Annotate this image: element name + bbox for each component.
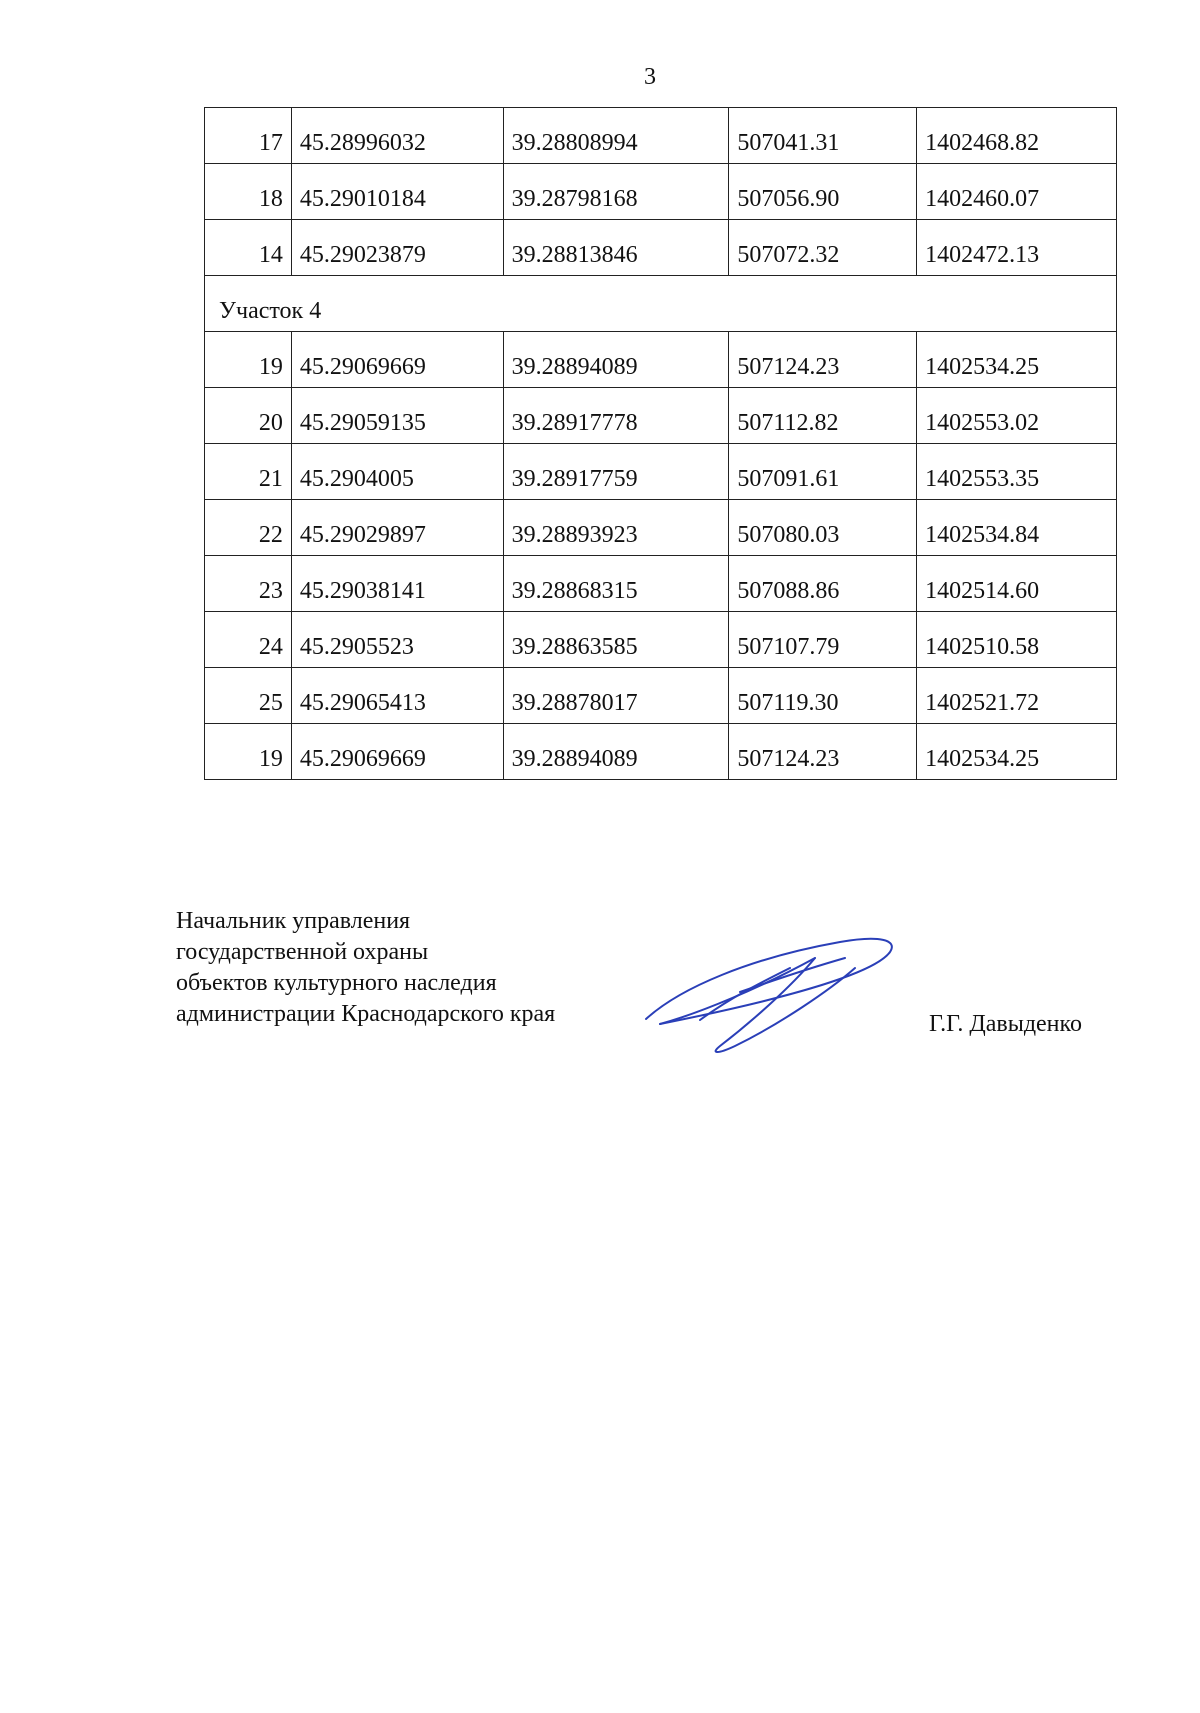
longitude-cell: 39.28917759 <box>503 444 729 500</box>
table-row <box>205 500 1117 556</box>
longitude-cell: 39.28813846 <box>503 220 729 276</box>
longitude-cell: 39.28917778 <box>503 388 729 444</box>
section-row <box>205 276 1117 332</box>
latitude-cell: 45.29023879 <box>291 220 503 276</box>
point-number-cell: 20 <box>205 388 292 444</box>
y-coordinate-cell: 1402468.82 <box>917 108 1117 164</box>
table-row <box>205 388 1117 444</box>
point-number-cell: 18 <box>205 164 292 220</box>
x-coordinate-cell: 507112.82 <box>729 388 917 444</box>
longitude-cell: 39.28894089 <box>503 332 729 388</box>
y-coordinate-cell: 1402553.35 <box>917 444 1117 500</box>
table-row <box>205 444 1117 500</box>
signer-title-block <box>176 906 555 1030</box>
y-coordinate-cell: 1402534.84 <box>917 500 1117 556</box>
point-number-cell: 19 <box>205 332 292 388</box>
table-row <box>205 612 1117 668</box>
latitude-cell: 45.28996032 <box>291 108 503 164</box>
table-row <box>205 556 1117 612</box>
x-coordinate-cell: 507080.03 <box>729 500 917 556</box>
point-number-cell: 21 <box>205 444 292 500</box>
table-row <box>205 332 1117 388</box>
latitude-cell: 45.2905523 <box>291 612 503 668</box>
latitude-cell: 45.29065413 <box>291 668 503 724</box>
signer-title-line: объектов культурного наследия <box>176 970 497 996</box>
table-row <box>205 164 1117 220</box>
x-coordinate-cell: 507088.86 <box>729 556 917 612</box>
table-row <box>205 668 1117 724</box>
coordinates-table <box>204 107 1117 780</box>
signer-title-line: администрации Краснодарского края <box>176 1001 556 1027</box>
point-number-cell: 25 <box>205 668 292 724</box>
x-coordinate-cell: 507041.31 <box>729 108 917 164</box>
y-coordinate-cell: 1402460.07 <box>917 164 1117 220</box>
latitude-cell: 45.29069669 <box>291 724 503 780</box>
x-coordinate-cell: 507091.61 <box>729 444 917 500</box>
signer-title-line: Начальник управления <box>176 908 411 934</box>
y-coordinate-cell: 1402472.13 <box>917 220 1117 276</box>
latitude-cell: 45.29059135 <box>291 388 503 444</box>
signer-title-line: государственной охраны <box>176 939 429 965</box>
signer-name: Г.Г. Давыденко <box>929 1011 1082 1037</box>
longitude-cell: 39.28798168 <box>503 164 729 220</box>
handwritten-signature <box>640 928 900 1058</box>
table-row <box>205 724 1117 780</box>
point-number-cell: 22 <box>205 500 292 556</box>
x-coordinate-cell: 507107.79 <box>729 612 917 668</box>
point-number-cell: 14 <box>205 220 292 276</box>
longitude-cell: 39.28878017 <box>503 668 729 724</box>
longitude-cell: 39.28868315 <box>503 556 729 612</box>
latitude-cell: 45.29038141 <box>291 556 503 612</box>
x-coordinate-cell: 507119.30 <box>729 668 917 724</box>
table-row <box>205 108 1117 164</box>
x-coordinate-cell: 507056.90 <box>729 164 917 220</box>
point-number-cell: 17 <box>205 108 292 164</box>
x-coordinate-cell: 507124.23 <box>729 332 917 388</box>
y-coordinate-cell: 1402510.58 <box>917 612 1117 668</box>
y-coordinate-cell: 1402534.25 <box>917 724 1117 780</box>
longitude-cell: 39.28893923 <box>503 500 729 556</box>
latitude-cell: 45.29010184 <box>291 164 503 220</box>
page-number: 3 <box>644 64 656 90</box>
section-label: Участок 4 <box>205 276 1117 332</box>
table-row <box>205 220 1117 276</box>
y-coordinate-cell: 1402553.02 <box>917 388 1117 444</box>
longitude-cell: 39.28808994 <box>503 108 729 164</box>
longitude-cell: 39.28863585 <box>503 612 729 668</box>
latitude-cell: 45.2904005 <box>291 444 503 500</box>
x-coordinate-cell: 507124.23 <box>729 724 917 780</box>
longitude-cell: 39.28894089 <box>503 724 729 780</box>
y-coordinate-cell: 1402514.60 <box>917 556 1117 612</box>
coordinates-table-body <box>205 108 1117 780</box>
latitude-cell: 45.29029897 <box>291 500 503 556</box>
point-number-cell: 19 <box>205 724 292 780</box>
point-number-cell: 24 <box>205 612 292 668</box>
point-number-cell: 23 <box>205 556 292 612</box>
x-coordinate-cell: 507072.32 <box>729 220 917 276</box>
y-coordinate-cell: 1402534.25 <box>917 332 1117 388</box>
latitude-cell: 45.29069669 <box>291 332 503 388</box>
y-coordinate-cell: 1402521.72 <box>917 668 1117 724</box>
